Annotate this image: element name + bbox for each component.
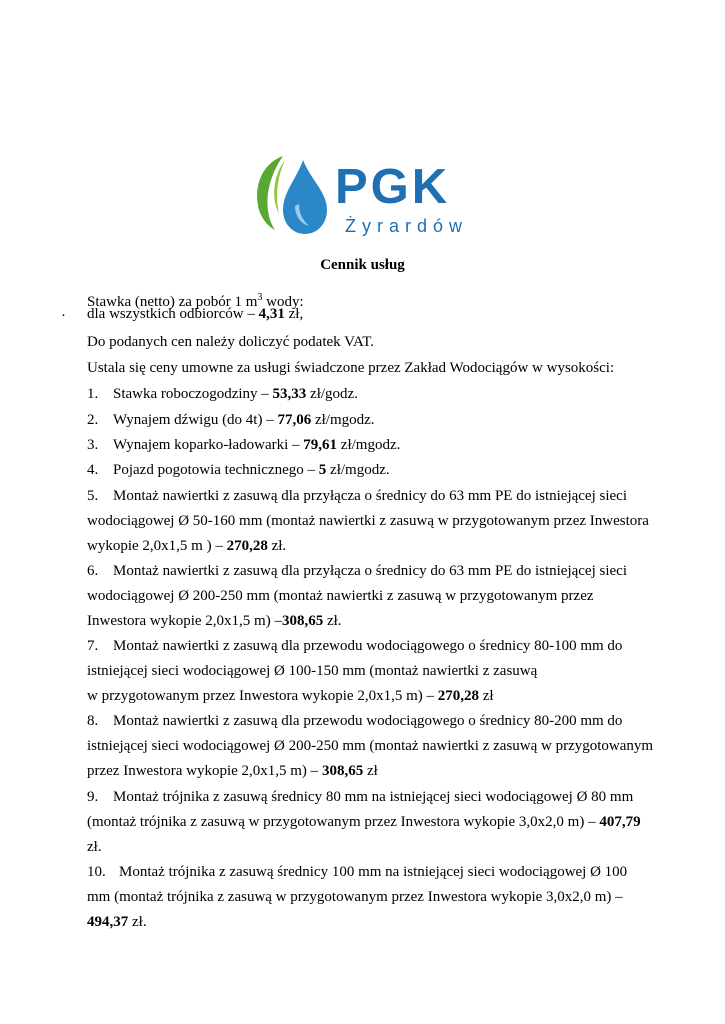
- item-unit: zł/mgodz.: [326, 462, 390, 478]
- item-number: 8.: [87, 713, 99, 729]
- item-text: wodociągowej Ø 200-250 mm (montaż nawiertki z zasuwą w przygotowanym przez: [87, 588, 594, 604]
- item-price: 494,37: [87, 914, 129, 930]
- price-item-line: [87, 562, 627, 580]
- price-item-line: [87, 662, 537, 680]
- item-number: 4.: [87, 462, 99, 478]
- price-item-line: [87, 788, 633, 806]
- item-number: 5.: [87, 488, 99, 504]
- item-price: 308,65: [281, 613, 324, 629]
- item-text: istniejącej sieci wodociągowej Ø 200-250 mm (montaż nawiertki z zasuwą w przygotowanym: [87, 738, 654, 754]
- price-item-line: [87, 712, 622, 730]
- rate-value: 4,31: [258, 306, 285, 322]
- price-item-line: [87, 863, 627, 881]
- price-item-line: [87, 687, 494, 705]
- price-item-line: [87, 537, 286, 555]
- item-unit: zł.: [323, 613, 342, 629]
- pgk-logo: [253, 154, 475, 240]
- item-text: Montaż trójnika z zasuwą średnicy 80 mm na istniejącej sieci wodociągowej Ø 80 mm: [113, 789, 634, 805]
- price-item-line: [87, 612, 342, 630]
- item-text: wodociągowej Ø 50-160 mm (montaż nawiertki z zasuwą w przygotowanym przez Inwestora: [87, 513, 649, 529]
- item-number: 9.: [87, 789, 99, 805]
- item-number: 1.: [87, 386, 99, 402]
- item-unit: zł: [363, 763, 378, 779]
- price-item-line: [87, 587, 594, 605]
- item-unit: zł/mgodz.: [337, 437, 401, 453]
- item-text: Wynajem koparko-ładowarki –: [113, 437, 304, 453]
- price-item-line: [87, 838, 102, 856]
- item-price: 270,28: [437, 688, 479, 704]
- item-price: 77,06: [277, 412, 312, 428]
- price-item-line: [87, 461, 390, 479]
- item-text: Montaż nawiertki z zasuwą dla przewodu wodociągowego o średnicy 80-100 mm do: [113, 638, 623, 654]
- item-number: 7.: [87, 638, 99, 654]
- item-number: 2.: [87, 412, 99, 428]
- vat-note: Do podanych cen należy doliczyć podatek VAT.: [87, 334, 374, 350]
- item-price: 308,65: [321, 763, 364, 779]
- rate-text: Stawka (netto) za pobór 1 m: [87, 294, 258, 310]
- item-price: 407,79: [599, 814, 641, 830]
- logo-brand-text: PGK: [335, 160, 451, 214]
- intro-text: Ustala się ceny umowne za usługi świadczone przez Zakład Wodociągów w wysokości:: [87, 360, 615, 376]
- logo-city-text: Żyrardów: [345, 216, 469, 236]
- item-text: Montaż nawiertki z zasuwą dla przewodu wodociągowego o średnicy 80-200 mm do: [113, 713, 623, 729]
- item-text: Montaż nawiertki z zasuwą dla przyłącza o średnicy do 63 mm PE do istniejącej sieci: [113, 488, 627, 504]
- price-item-line: [87, 385, 358, 403]
- item-text: Stawka roboczogodziny –: [113, 386, 273, 402]
- item-text: mm (montaż trójnika z zasuwą w przygotowanym przez Inwestora wykopie 3,0x2,0 m) –: [87, 889, 623, 905]
- price-item-line: [87, 762, 378, 780]
- water-drop-with-leaf-icon: [253, 154, 333, 240]
- item-price: 79,61: [303, 437, 338, 453]
- item-text: Pojazd pogotowia technicznego –: [113, 462, 319, 478]
- price-item-line: [87, 737, 653, 755]
- bullet-mark: ·: [61, 308, 66, 324]
- price-item-line: [87, 888, 623, 906]
- item-text: w przygotowanym przez Inwestora wykopie 2,0x1,5 m) –: [87, 688, 438, 704]
- item-number: 6.: [87, 563, 99, 579]
- price-item-line: [87, 436, 400, 454]
- item-text: Montaż nawiertki z zasuwą dla przyłącza o średnicy do 63 mm PE do istniejącej sieci: [113, 563, 627, 579]
- item-text: Wynajem dźwigu (do 4t) –: [113, 412, 278, 428]
- item-price: 270,28: [226, 538, 268, 554]
- item-unit: zł/godz.: [306, 386, 358, 402]
- price-item-line: [87, 487, 627, 505]
- item-unit: zł: [479, 688, 494, 704]
- item-price: 5: [318, 462, 327, 478]
- rate-text-end: wody:: [262, 294, 304, 310]
- price-item-line: [87, 637, 622, 655]
- item-text: (montaż trójnika z zasuwą w przygotowanym przez Inwestora wykopie 3,0x2,0 m) –: [87, 814, 600, 830]
- item-unit: zł/mgodz.: [311, 412, 375, 428]
- item-price: 53,33: [272, 386, 307, 402]
- price-item-line: [87, 512, 649, 530]
- item-text: zł.: [87, 839, 102, 855]
- page-title: Cennik usług: [320, 257, 405, 273]
- item-text: istniejącej sieci wodociągowej Ø 100-150 mm (montaż nawiertki z zasuwą: [87, 663, 538, 679]
- item-unit: zł.: [267, 538, 287, 554]
- item-number: 3.: [87, 437, 99, 453]
- item-number: 10.: [87, 864, 106, 880]
- item-text: Inwestora wykopie 2,0x1,5 m) –: [87, 613, 282, 629]
- price-item-line: [87, 913, 147, 931]
- item-unit: zł.: [128, 914, 147, 930]
- price-item-line: [87, 411, 375, 429]
- item-text: Montaż trójnika z zasuwą średnicy 100 mm na istniejącej sieci wodociągowej Ø 100: [119, 864, 628, 880]
- rate-customers-line: dla wszystkich odbiorców – 4,31 zł,: [87, 306, 304, 322]
- price-item-line: [87, 813, 641, 831]
- item-text: wykopie 2,0x1,5 m ) –: [87, 538, 227, 554]
- rate-superscript: 3: [257, 292, 263, 303]
- item-text: przez Inwestora wykopie 2,0x1,5 m) –: [87, 763, 322, 779]
